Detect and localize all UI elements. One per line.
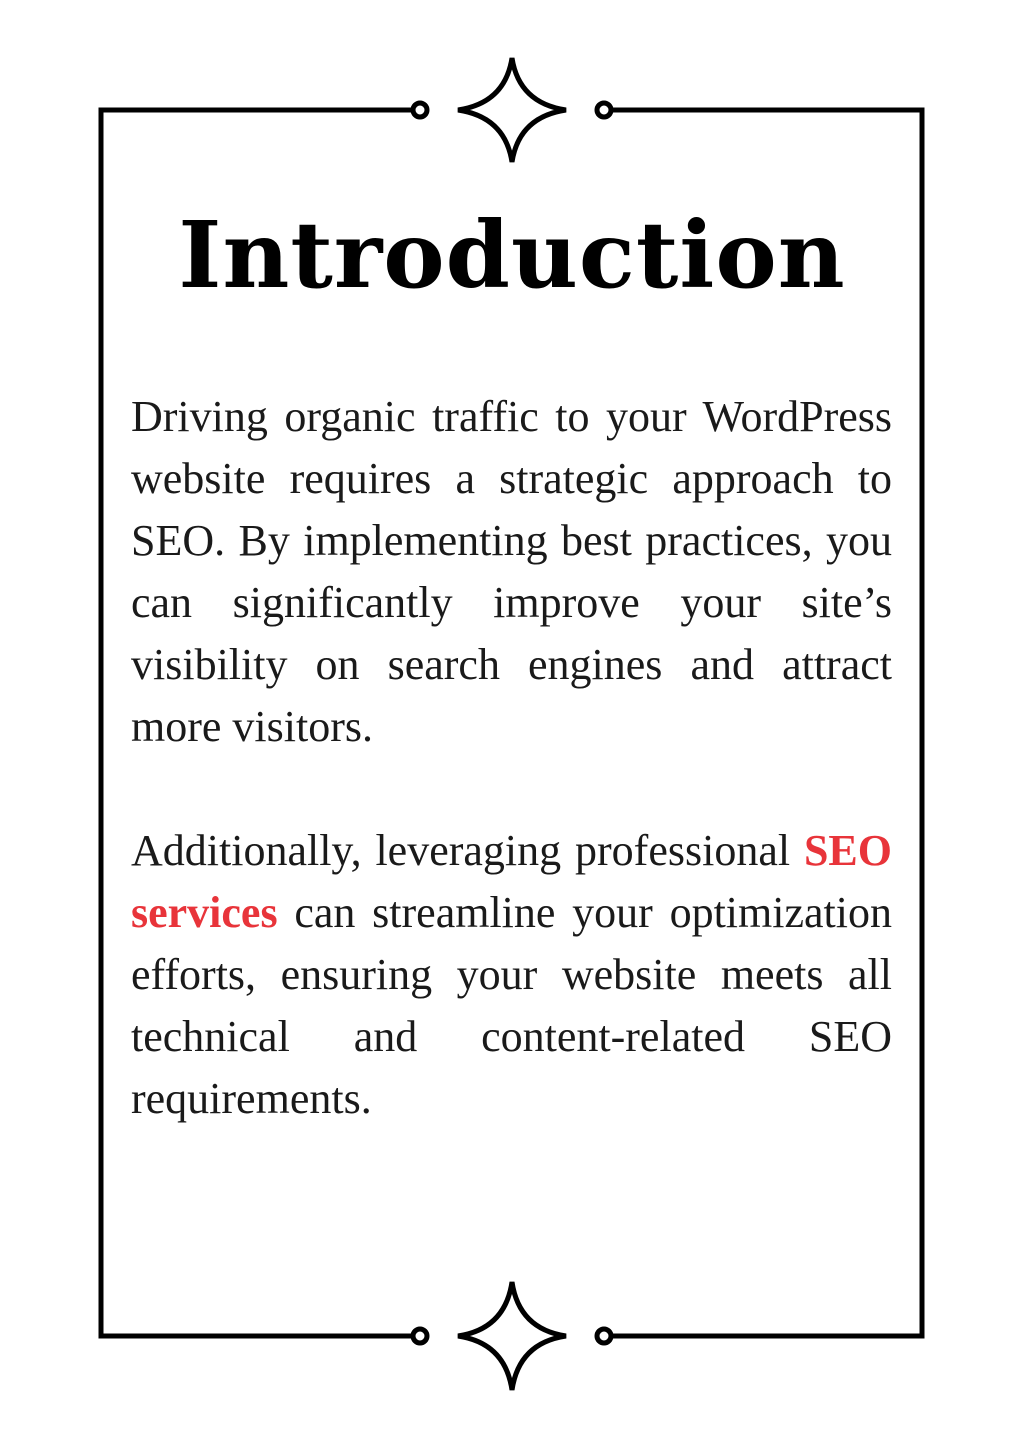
frame-bottom-right-circle (597, 1329, 611, 1343)
top-star-icon (458, 58, 566, 162)
page-title: Introduction (178, 201, 846, 309)
frame-top-right-circle (597, 103, 611, 117)
bottom-star-icon (458, 1282, 566, 1390)
paragraph-2-tail: can streamline your optimization efforts, ensuring your website meets all technical and content-related SEO requirements. (131, 888, 892, 1123)
seo-services-link[interactable]: SEO services (131, 826, 892, 937)
intro-paragraph-2 (131, 820, 892, 1130)
paragraph-2-lead: Additionally, leveraging professional (131, 826, 804, 875)
intro-content (131, 386, 892, 1130)
frame-top-left-circle (413, 103, 427, 117)
intro-paragraph-1: Driving organic traffic to your WordPress website requires a strategic approach to SEO. By implementing best practices, you can significantly improve your site’s visibility on search engines and attract more visitors. (131, 392, 892, 751)
frame-bottom-left-circle (413, 1329, 427, 1343)
